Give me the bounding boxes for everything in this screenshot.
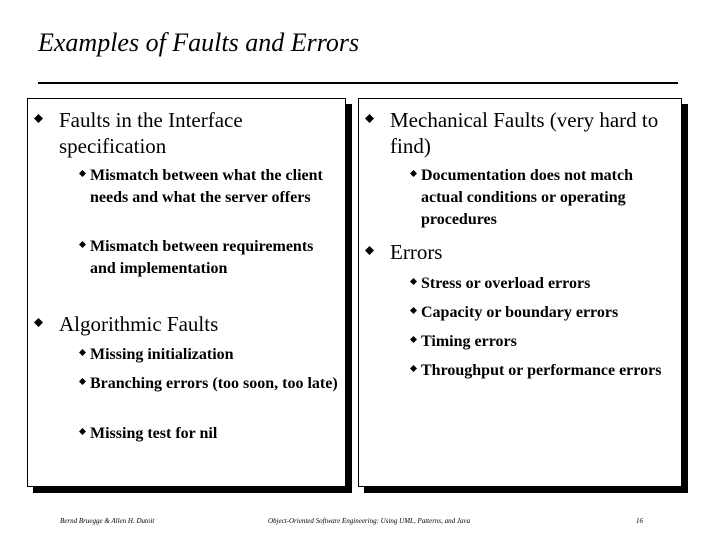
sub-item: [28, 423, 345, 449]
slide-title: Examples of Faults and Errors: [38, 28, 360, 57]
footer-authors: Bernd Bruegge & Allen H. Dutoit: [60, 517, 155, 525]
footer-book-title: Object-Oriented Software Engineering: Using UML, Patterns, and Java: [268, 517, 471, 525]
right-panel: [358, 98, 682, 487]
sub-item: [359, 360, 681, 410]
footer-page-number: 16: [636, 517, 643, 525]
small-diamond-bullet-icon: [79, 241, 86, 248]
sub-item-label: Documentation does not match actual conditions or operating procedures: [421, 167, 633, 228]
sublist-interface-faults: [28, 165, 345, 307]
diamond-bullet-icon: [34, 114, 43, 123]
sub-item-label: Missing initialization: [90, 346, 234, 363]
diamond-bullet-icon: [365, 114, 374, 123]
sublist-errors: [359, 273, 681, 410]
sub-item: [359, 273, 681, 302]
sub-item: [359, 302, 681, 331]
sub-item-label: Branching errors (too soon, too late): [90, 375, 338, 392]
small-diamond-bullet-icon: [79, 378, 86, 385]
small-diamond-bullet-icon: [410, 336, 417, 343]
diamond-bullet-icon: [34, 318, 43, 327]
bullet-label: Faults in the Interface specification: [59, 108, 243, 158]
sublist-mechanical-faults: [359, 165, 681, 236]
sub-item-label: Mismatch between what the client needs and what the server offers: [90, 167, 323, 206]
sub-item-label: Stress or overload errors: [421, 275, 591, 292]
sub-item-label: Missing test for nil: [90, 425, 218, 442]
sub-item: [28, 344, 345, 373]
sub-item: [28, 165, 345, 236]
bullet-label: Errors: [390, 240, 443, 264]
small-diamond-bullet-icon: [79, 428, 86, 435]
bullet-label: Mechanical Faults (very hard to find): [390, 108, 659, 158]
small-diamond-bullet-icon: [410, 278, 417, 285]
diamond-bullet-icon: [365, 246, 374, 255]
small-diamond-bullet-icon: [410, 170, 417, 177]
sub-item-label: Throughput or performance errors: [421, 362, 662, 379]
sub-item-label: Timing errors: [421, 333, 517, 350]
small-diamond-bullet-icon: [410, 307, 417, 314]
bullet-label: Algorithmic Faults: [59, 312, 219, 336]
small-diamond-bullet-icon: [79, 349, 86, 356]
sublist-algorithmic-faults: [28, 344, 345, 449]
title-divider: [38, 82, 678, 84]
sub-item: [28, 373, 345, 423]
small-diamond-bullet-icon: [79, 170, 86, 177]
sub-item-label: Capacity or boundary errors: [421, 304, 619, 321]
left-panel: [27, 98, 346, 487]
sub-item: [359, 165, 681, 236]
sub-item: [359, 331, 681, 360]
sub-item: [28, 236, 345, 307]
small-diamond-bullet-icon: [410, 365, 417, 372]
sub-item-label: Mismatch between requirements and implementation: [90, 238, 314, 277]
